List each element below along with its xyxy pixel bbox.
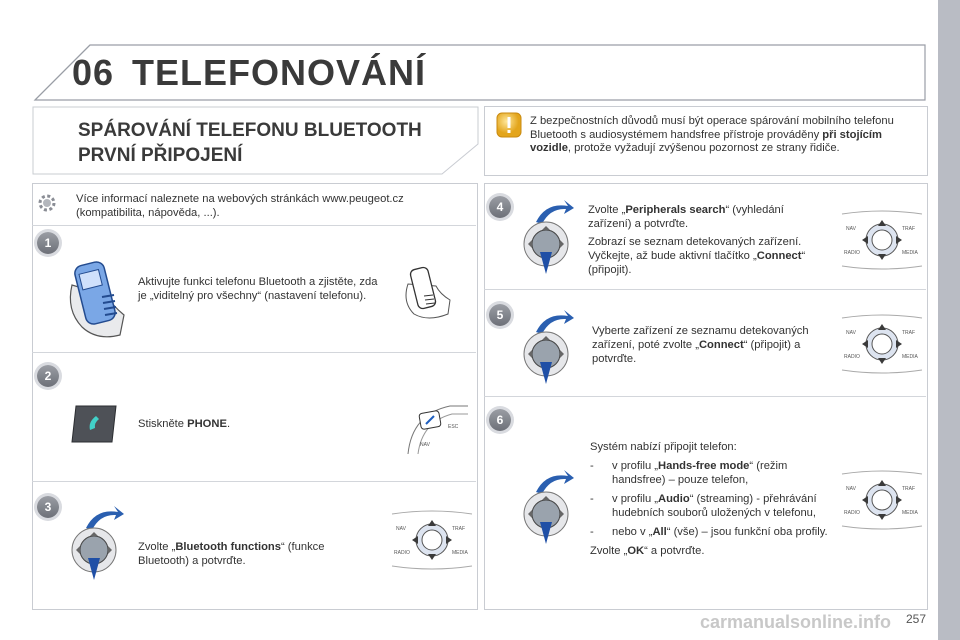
step-4-text-part: “ (připojit). [588,250,806,276]
step-3-text-part: “ (funkce Bluetooth) a potvrďte. [138,541,325,567]
all-label: All [652,526,667,538]
step-4-text-part: Zvolte „ [588,204,626,216]
divider [32,352,476,353]
step-6-text-part: “ (režim handsfree) – pouze telefon, [612,460,788,486]
info-text: Více informací naleznete na webových stránkách www.peugeot.cz (kompatibilita, nápověda, ...). [76,193,404,219]
traf-label: TRAF [902,330,916,336]
dashboard-phone-sketch-icon [406,404,470,456]
audio-label: Audio [658,493,690,505]
traf-label: TRAF [452,526,466,532]
step-6-option-text [612,525,828,539]
phone-hand-icon [62,255,132,345]
media-label: MEDIA [452,550,468,556]
step-4-peripherals-search-label: Peripherals search [625,204,726,216]
step-5-connect-label: Connect [698,339,744,351]
controller-sketch-icon [390,508,474,572]
step-2-text-part: Stiskněte [138,418,188,430]
step-3-text [138,540,368,568]
step-6-text [590,440,830,558]
step-6-text-part: v profilu „ [612,493,659,505]
page-number: 257 [906,612,927,626]
section-title [78,118,478,168]
step-2-text-part: . [226,418,231,430]
step-1-text: Aktivujte funkci telefonu Bluetooth a zjistěte, zda je „viditelný pro všechny“ (nastavení telefonu). [138,276,378,302]
nav-label: NAV [846,486,856,492]
step-5-text-part: “ (připojit) a potvrďte. [592,339,801,365]
warning-text-bold: při stojícím vozidle [530,128,882,155]
page-edge-bar [938,0,960,640]
bullet-dash: - [590,526,594,538]
media-label: MEDIA [902,510,918,516]
step-6-text-part: nebo v „ [612,526,653,538]
rotary-knob-icon [516,306,586,386]
step-6-text-part: “ (streaming) - přehrávání hudebních souborů uložených v telefonu, [612,493,817,519]
step-4-paragraph-2 [588,235,823,277]
nav-label: NAV [396,526,406,532]
media-label: MEDIA [902,250,918,256]
step-6-option-hands-free [590,459,830,487]
step-3-bluetooth-functions-label: Bluetooth functions [175,541,281,553]
step-6-final [590,544,830,558]
step-5-text [592,324,812,366]
watermark: carmanualsonline.info [700,612,892,632]
hands-free-mode-label: Hands-free mode [658,460,750,472]
step-6-option-text [612,459,830,487]
section-title-line2: PRVNÍ PŘIPOJENÍ [78,145,243,166]
step-6-text-part: v profilu „ [612,460,659,472]
phone-button-icon [70,404,118,444]
step-3-text-part: Zvolte „ [138,541,176,553]
ok-label: OK [627,545,645,557]
rotary-knob-icon [516,466,586,546]
step-4-text-part: “ (vyhledání zařízení) a potvrďte. [588,204,784,230]
warning-text-part: , protože vyžadují zvýšenou pozornost ze strany řidiče. [567,142,840,155]
step-badge-4: 4 [489,196,511,218]
nav-label: NAV [846,330,856,336]
step-6-option-audio [590,492,830,520]
bullet-dash: - [590,493,594,505]
gear-icon [36,192,58,214]
step-4-text [588,203,823,277]
divider [484,289,926,290]
step-badge-3: 3 [37,496,59,518]
controller-sketch-icon [840,312,924,376]
radio-label: RADIO [844,510,860,516]
radio-label: RADIO [844,354,860,360]
nav-label: NAV [846,226,856,232]
step-6-option-all [590,525,830,539]
chapter-number: 06 [72,52,115,93]
step-5-text-part: Vyberte zařízení ze seznamu detekovaných zařízení, poté zvolte „ [592,325,809,351]
controller-sketch-icon [840,468,924,532]
warning-text-part: Z bezpečnostních důvodů musí být operace spárování mobilního telefonu Bluetooth s audiosystémem handsfree přístroje prováděny [530,115,894,141]
radio-label: RADIO [844,250,860,256]
radio-label: RADIO [394,550,410,556]
section-title-line1: SPÁROVÁNÍ TELEFONU BLUETOOTH [78,120,422,141]
step-2-phone-label: PHONE [187,418,227,430]
chapter-title: TELEFONOVÁNÍ [132,52,427,93]
divider [484,396,926,397]
step-4-paragraph-1 [588,203,823,231]
step-6-text-part: Zvolte „ [590,545,628,557]
controller-sketch-icon [840,208,924,272]
rotary-knob-icon [516,196,586,276]
divider [32,225,476,226]
traf-label: TRAF [902,226,916,232]
step-4-text-part: Zobrazí se seznam detekovaných zařízení. Vyčkejte, až bude aktivní tlačítko „ [588,236,802,262]
warning-icon [496,112,522,138]
esc-label: ESC [448,424,459,430]
warning-text [530,115,915,156]
media-label: MEDIA [902,354,918,360]
nav-label: NAV [420,442,430,448]
rotary-knob-icon [66,502,136,582]
step-2-text [138,417,338,431]
step-badge-1: 1 [37,232,59,254]
step-6-text-part: “ (vše) – jsou funkční oba profily. [666,526,828,538]
divider [32,481,476,482]
step-4-connect-label: Connect [756,250,802,262]
step-badge-6: 6 [489,409,511,431]
phone-hand-sketch-icon [400,262,460,322]
step-6-intro: Systém nabízí připojit telefon: [590,441,737,453]
step-6-option-text [612,492,830,520]
step-6-text-part: “ a potvrďte. [644,545,705,557]
traf-label: TRAF [902,486,916,492]
step-badge-5: 5 [489,304,511,326]
step-badge-2: 2 [37,365,59,387]
bullet-dash: - [590,460,594,472]
